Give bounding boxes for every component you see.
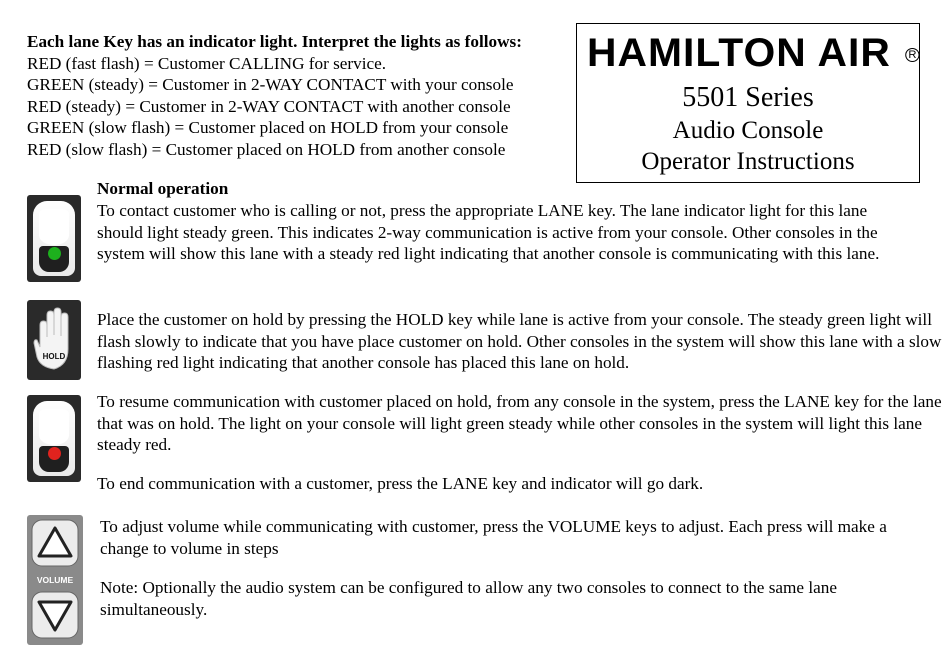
hold-instructions: Place the customer on hold by pressing the HOLD key while lane is active from your console. The steady green light will flash slowly to indicate that you have place customer on hold. Other consoles in the system will show this lane with a slow flashing red light indicating that another console has placed this lane on hold. xyxy=(97,310,942,373)
end-instructions: To end communication with a customer, press the LANE key and indicator will go dark. xyxy=(97,474,704,493)
product-title: Audio Console xyxy=(672,117,824,144)
document-title: Operator Instructions xyxy=(641,148,855,175)
series-title: 5501 Series xyxy=(682,82,814,113)
lane-key-red-icon xyxy=(27,395,81,482)
resume-instructions: To resume communication with customer placed on hold, from any console in the system, press the LANE key for the lane that was on hold. The light on your console will light green steady while other consoles in the system will light this lane steady red. xyxy=(97,392,942,455)
green-indicator-light xyxy=(48,247,61,260)
note-text: Note: Optionally the audio system can be configured to allow any two consoles to connect to the same lane simultaneously. xyxy=(100,578,837,619)
registered-mark: R xyxy=(905,48,919,62)
title-box xyxy=(576,23,920,183)
legend-line: RED (fast flash) = Customer CALLING for service. xyxy=(27,53,387,73)
lane-key-green-icon xyxy=(27,195,81,282)
legend-line: GREEN (steady) = Customer in 2-WAY CONTACT with your console xyxy=(27,75,514,95)
light-legend xyxy=(27,31,587,161)
logo-text: HAMILTON AIR xyxy=(587,31,891,75)
volume-instructions: To adjust volume while communicating with customer, press the VOLUME keys to adjust. Each press will make a change to volume in steps xyxy=(100,517,887,558)
legend-line: RED (steady) = Customer in 2-WAY CONTACT with another console xyxy=(27,96,511,116)
legend-header: Each lane Key has an indicator light. Interpret the lights as follows: xyxy=(27,32,522,51)
volume-keys-icon xyxy=(27,515,83,645)
volume-up-icon xyxy=(31,519,79,567)
contact-instructions: To contact customer who is calling or not, press the appropriate LANE key. The lane indicator light for this lane should light steady green. This indicates 2-way communication is active from your console. Other consoles in the system will show this lane with a steady red light indicating that another console is communicating with this lane. xyxy=(97,201,880,264)
hamilton-air-logo xyxy=(587,32,917,74)
volume-down-icon xyxy=(31,591,79,639)
normal-operation-heading: Normal operation xyxy=(97,179,229,198)
hand-icon xyxy=(31,303,77,377)
legend-line: GREEN (slow flash) = Customer placed on HOLD from your console xyxy=(27,118,509,138)
hold-key-icon xyxy=(27,300,81,380)
legend-line: RED (slow flash) = Customer placed on HOLD from another console xyxy=(27,139,506,159)
volume-label: VOLUME xyxy=(36,575,74,585)
red-indicator-light xyxy=(48,447,61,460)
hold-label: HOLD xyxy=(42,352,66,361)
